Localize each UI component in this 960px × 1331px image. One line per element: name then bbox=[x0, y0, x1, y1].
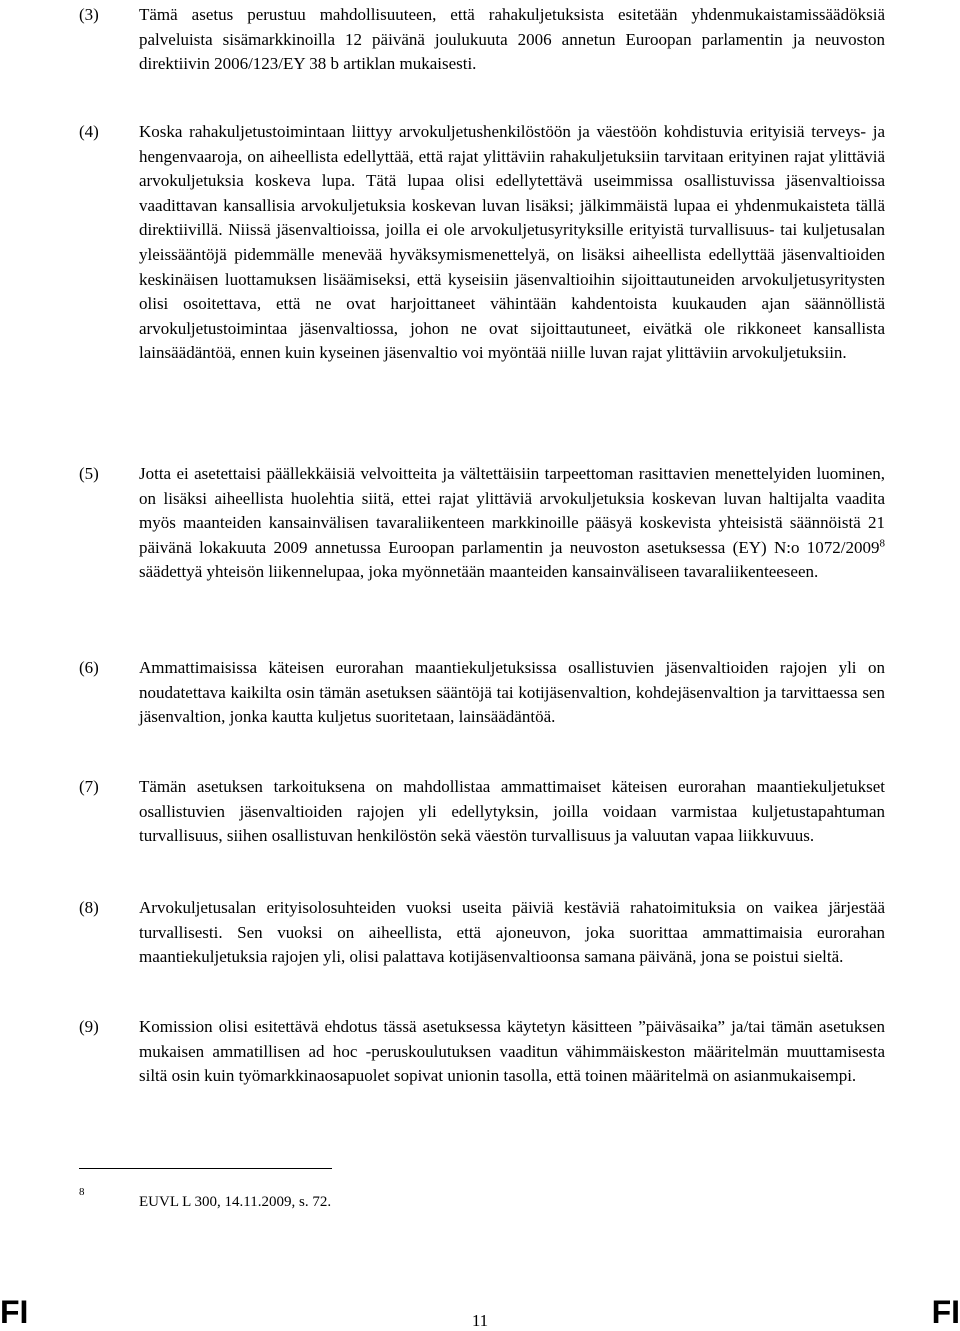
recital-number: (4) bbox=[79, 122, 99, 141]
footnote-text: EUVL L 300, 14.11.2009, s. 72. bbox=[139, 1194, 332, 1210]
recital-text: Ammattimaisissa käteisen eurorahan maantiekuljetuksissa osallistuvien jäsenvaltioiden rajojen yli on noudatettava kaikilta osin tämän asetuksen sääntöjä tai kotijäsenvaltion, kohdejäsenvaltion ja tarvittaessa sen jäsenvaltion, jonka kautta kuljetus suoritetaan, lainsäädäntöä. bbox=[139, 658, 885, 727]
recital-8 bbox=[0, 896, 960, 970]
recital-7 bbox=[0, 775, 960, 849]
recital-text: Tämän asetuksen tarkoituksena on mahdollistaa ammattimaiset käteisen eurorahan maantiekuljetukset osallistuvien jäsenvaltioiden rajojen yli edellytyksin, joilla voidaan varmistaa kuljetustapahtuman turvallisuus, siihen osallistuvan henkilöstön sekä väestön turvallisuus ja valuutan vapaa liikkuvuus. bbox=[139, 777, 885, 846]
recital-text-part: säädettyä yhteisön liikennelupaa, joka myönnetään maanteiden kansainväliseen tavaraliikenteeseen. bbox=[139, 562, 819, 582]
recital-6 bbox=[0, 656, 960, 730]
recital-text: Arvokuljetusalan erityisolosuhteiden vuoksi useita päiviä kestäviä rahatoimituksia on vaikea järjestää turvallisesti. Sen vuoksi on aiheellista, että ajoneuvon, joka suorittaa ammattimaisia eurorahan maantiekuljetuksia rajojen yli, olisi palattava kotijäsenvaltioonsa samana päivänä, jona se poistui sieltä. bbox=[139, 898, 885, 967]
recital-number: (9) bbox=[79, 1017, 99, 1036]
page-number: 11 bbox=[471, 1311, 489, 1330]
recital-9 bbox=[0, 1015, 960, 1089]
recital-text: Koska rahakuljetustoimintaan liittyy arvokuljetushenkilöstöön ja väestöön kohdistuvia erityisiä terveys- ja hengenvaaroja, on aiheellista edellyttää, että rajat ylittäviin rahakuljetuksiin tarvitaan erityinen rajat ylittäviä arvokuljetuksia koskeva lupa. Tätä lupaa olisi edellytettävä useimmissa osallistuvissa jäsenvaltioissa vaadittavan kansallisia arvokuljetuksia koskevan luvan lisäksi; jälkimmäistä lupaa ei yhdenmukaisteta tällä direktiivillä. Niissä jäsenvaltioissa, joilla ei ole arvokuljetusyrityksille erityistä turvallisuus- tai kuljetusalan yleissääntöjä pidemmälle menevää hyväksymismenettelyä, on lisäksi aiheellista edellyttää jäsenvaltioiden keskinäisen luottamuksen lisäämiseksi, että kyseisiin jäsenvaltioihin sijoittautuneiden arvokuljetusyritysten olisi osoitettava, että ne ovat harjoittaneet vähintään kahdentoista kuukauden ajan säännöllistä arvokuljetustoimintaa jäsenvaltiossa, johon ne ovat sijoittautuneet, eivätkä ole rikkoneet kansallista lainsäädäntöä, ennen kuin kyseinen jäsenvaltio voi myöntää niille luvan rajat ylittäviin arvokuljetuksiin. bbox=[139, 122, 885, 363]
recital-text bbox=[139, 462, 885, 585]
recital-text-part: Jotta ei asetettaisi päällekkäisiä velvoitteita ja vältettäisiin tarpeettoman rasittavien menettelyiden luominen, on lisäksi aiheellista huolehtia siitä, ettei rajat ylittäviä arvokuljetuksia koskevan luvan haltijalta vaadita myös maanteiden kansainvälisen tavaraliikenteen markkinoille pääsyä koskevista yhteisistä säännöistä 21 päivänä lokakuuta 2009 annetussa Euroopan parlamentin ja neuvoston asetuksessa (EY) N:o 1072/2009 bbox=[139, 464, 885, 557]
footnote-separator bbox=[79, 1168, 332, 1169]
recital-text: Tämä asetus perustuu mahdollisuuteen, että rahakuljetuksista esitetään yhdenmukaistamissäädöksiä palveluista sisämarkkinoilla 12 päivänä joulukuuta 2006 annetun Euroopan parlamentin ja neuvoston direktiivin 2006/123/EY 38 b artiklan mukaisesti. bbox=[139, 5, 885, 74]
recital-3 bbox=[0, 3, 960, 77]
language-code-left: FI bbox=[0, 1294, 29, 1330]
recital-number: (6) bbox=[79, 658, 99, 677]
language-code-right: FI bbox=[931, 1294, 960, 1330]
footnote-reference: 8 bbox=[879, 537, 885, 550]
recital-number: (5) bbox=[79, 464, 99, 483]
recital-text: Komission olisi esitettävä ehdotus tässä asetuksessa käytetyn käsitteen ”päiväsaika” ja/tai tämän asetuksen mukaisen ammatillisen ad hoc -peruskoulutuksen vaaditun vähimmäiskeston määritelmän muuttamisesta siltä osin kuin työmarkkinaosapuolet sopivat unionin tasolla, että toinen määritelmä on asianmukaisempi. bbox=[139, 1017, 885, 1086]
recital-number: (3) bbox=[79, 5, 99, 24]
recital-5 bbox=[0, 462, 960, 585]
recital-4 bbox=[0, 120, 960, 366]
footnote-number: 8 bbox=[79, 1186, 85, 1198]
recital-number: (7) bbox=[79, 777, 99, 796]
recital-number: (8) bbox=[79, 898, 99, 917]
